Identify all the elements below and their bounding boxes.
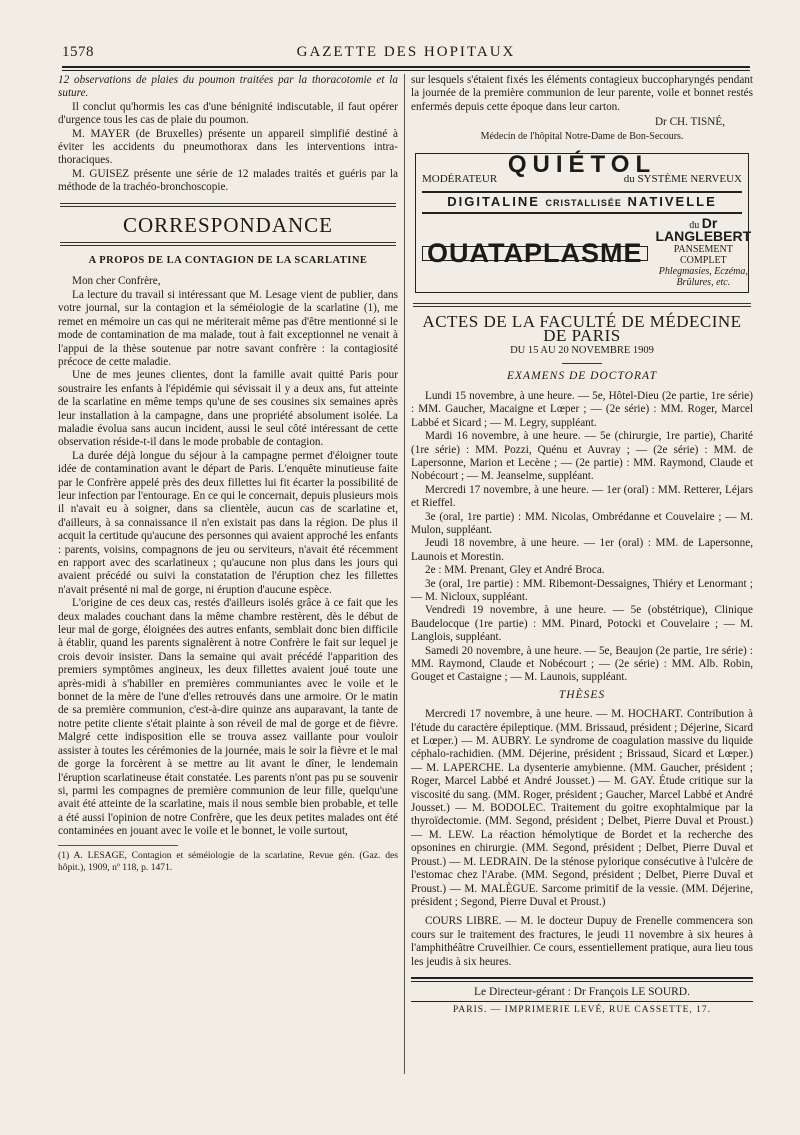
left-column: [58, 74, 398, 874]
right-column: [411, 74, 753, 1018]
faculty-section-date: DU 15 AU 20 NOVEMBRE 1909: [510, 345, 654, 357]
faculty-section-title: ACTES DE LA FACULTÉ DE MÉDECINE DE PARIS: [422, 312, 742, 345]
salutation: Mon cher Confrère,: [72, 275, 161, 288]
page-header: [62, 42, 750, 66]
ad-quietol-right: du SYSTÈME NERVEUX: [623, 173, 742, 186]
exam-entry: Samedi 20 novembre, à une heure. — 5e, Beaujon (2e partie, 1re série) : MM. Raymond, Claude et Nobécourt ; — (2e série) : MM. Alb. Robin, Gouget et Castaigne ; — M. Launois, suppléant.: [411, 644, 753, 684]
footnote: (1) A. LESAGE, Contagion et séméiologie de la scarlatine, Revue gén. (Gaz. des hôpit.), 1909, nº 118, p. 1471.: [58, 849, 398, 873]
cours-libre-paragraph: COURS LIBRE. — M. le docteur Dupuy de Frenelle commencera son cours sur le traitement des fractures, le jeudi 11 novembre à six heures à l'amphithéâtre Cruveilhier. Ce cours, essentiellement pratique, aura lieu tous les jeudis à six heures.: [411, 915, 753, 968]
intro-paragraph: 12 observations de plaies du poumon traitées par la thoracotomie et la suture.: [58, 74, 398, 100]
column-divider: [404, 74, 405, 1074]
article-paragraph: La lecture du travail si intéressant que M. Lesage vient de publier, dans votre journal, sur la contagion et la séméiologie de la scarlatine (1), me remet en mémoire un cas qui ne mériterait même pas d'être mentionné si le mode de contamination de ma malade, tout à fait exceptionnel ne venait à l'appui de la thèse soutenue par notre savant confrère : la contagiosité précoce de cette maladie.: [58, 288, 398, 368]
exam-entry: 3e (oral, 1re partie) : MM. Nicolas, Ombrédanne et Couvelaire ; — M. Mulon, suppléant.: [411, 510, 753, 536]
section-separator: [60, 242, 396, 246]
page-number: 1578: [62, 44, 94, 60]
advertisement-block: [415, 151, 752, 293]
exam-entry: Vendredi 19 novembre, à une heure. — 5e (obstétrique), Clinique Baudelocque (1re partie) : MM. Pinard, Potocki et Couvelaire ; — M. Langlois, suppléant.: [411, 604, 753, 644]
section-title: CORRESPONDANCE: [122, 212, 334, 237]
signature-title: Médecin de l'hôpital Notre-Dame de Bon-Secours.: [480, 130, 684, 142]
section-separator: [60, 203, 396, 207]
ad-ouataplasme-du: du: [689, 220, 700, 232]
exam-entry: Lundi 15 novembre, à une heure. — 5e, Hôtel-Dieu (2e partie, 1re série) : MM. Gaucher, Macaigne et Lœper ; — (2e série) : MM. Roger, Marcel Labbé et Sicard ; — M. Legry, suppléant.: [411, 389, 753, 429]
ad-digitaline-word1: DIGITALINE: [447, 193, 540, 209]
printer-line: PARIS. — IMPRIMERIE LEVÉ, RUE CASSETTE, 17.: [411, 1001, 753, 1017]
signature-name: Dr CH. TISNÉ,: [654, 116, 725, 129]
ad-digitaline-word2: CRISTALLISÉE: [545, 197, 622, 208]
header-rule: [62, 66, 750, 71]
ad-ouataplasme-name: OUATAPLASME: [422, 246, 648, 261]
ad-quietol-name: QUIÉTOL: [507, 151, 657, 179]
journal-title: GAZETTE DES HOPITAUX: [296, 44, 516, 60]
ad-digitaline: [422, 191, 742, 214]
exams-heading: EXAMENS DE DOCTORAT: [507, 370, 657, 383]
ad-ouataplasme-doctor: Dr LANGLEBERT: [655, 215, 752, 245]
exam-entry: Mardi 16 novembre, à une heure. — 5e (chirurgie, 1re partie), Charité (1re série) : MM. Pozzi, Quénu et Auvray ; — (2e série) : MM. de Lapersonne, Marion et Lecène ; — (2e partie) : MM. Raymond, Claude et Nobécourt ; — M. Jeanselme, suppléant.: [411, 430, 753, 483]
ad-ouataplasme-line1: PANSEMENT COMPLET: [673, 244, 733, 267]
intro-paragraph: M. GUISEZ présente une série de 12 malades traités et guéris par la méthode de la trachéo-bronchoscopie.: [58, 167, 398, 194]
ad-quietol-left: MODÉRATEUR: [422, 173, 498, 186]
exam-entry: Jeudi 18 novembre, à une heure. — 1er (oral) : MM. de Lapersonne, Launois et Morestin.: [411, 537, 753, 563]
theses-paragraph: Mercredi 17 novembre, à une heure. — M. HOCHART. Contribution à l'étude du caractère épileptique. (MM. Brissaud, président ; Déjerine, Sicard et Lœper.) — M. AUBRY. Le syndrome de coagulation massive du liquide céphalo-rachidien. (MM. Déjerine, président ; Brissaud, Sicard et Lœper.) — M. LAPERCHE. La dysenterie amybienne. (MM. Gaucher, président ; Roger, Marcel Labbé et André Jousset.) — M. GAY. Étude critique sur la viscosité du sang. (MM. Roger, président ; Gaucher, Marcel Labbé et André Jousset.) — M. BODOLEC. Traitement du goitre exophtalmique par la thyroïdectomie. (MM. Segond, président ; Delbet, Pierre Duval et Proust.) — M. LEW. La réaction hémolytique de Bordet et la recherche des opsonines en chirurgie. (MM. Segond, président ; Delbet, Pierre Duval et Proust.) — M. LEDRAIN. De la sténose pylorique consécutive à l'ulcère de l'estomac chez l'Arabe. (MM. Segond, président ; Delbet, Pierre Duval et Proust.) — M. MALÈGUE. Sarcome primitif de la vessie. (MM. Déjerine, président ; Segond, Pierre Duval et Proust.): [411, 708, 753, 908]
article-continuation: sur lesquels s'étaient fixés les éléments contagieux buccopharyngés pendant la journée de la première communion de leur parente, voile et bonnet restés enfermés depuis cette époque dans leur carton.: [411, 74, 753, 113]
exam-entry: 3e (oral, 1re partie) : MM. Ribemont-Dessaignes, Thiéry et Lenormant ; — M. Nicloux, suppléant.: [411, 577, 753, 603]
section-separator: [413, 303, 751, 307]
ad-ouataplasme-details: [655, 215, 752, 289]
ad-ouataplasme-line2: Phlegmasies, Eczéma, Brûlures, etc.: [658, 266, 748, 289]
exam-entry: 2e : MM. Prenant, Gley et André Broca.: [425, 564, 605, 577]
mini-rule: [562, 363, 602, 364]
article-paragraph: La durée déjà longue du séjour à la campagne permet d'éloigner toute idée de contamination avant le départ de Paris. L'enquête minutieuse faite par le Confrère appelé près des deux fillettes lui fit écarter la possibilité de leur infection par l'entourage. En ce qui le concernait, depuis plusieurs mois il n'avait eu à soigner, dans sa clientèle, aucun cas de scarlatine et, d'ailleurs, à sa connaissance il n'en existait pas dans la région. De plus il acquit la certitude qu'aucune des personnes qui avaient approché les enfants : parents, voisins, compagnons de jeu ou serviteurs, n'avait été récemment en rapport avec des scarlatineux ; qu'aucune non plus dans les jours qui avaient précédé ou suivi la constatation de l'éruption chez les fillettes n'avait présenté ni mal de gorge, ni éruption d'aucune espèce.: [58, 449, 398, 596]
theses-heading: THÈSES: [558, 688, 606, 701]
intro-paragraph: Il conclut qu'hormis les cas d'une bénignité indiscutable, il faut opérer d'urgence tous les cas de plaie du poumon.: [58, 100, 398, 127]
article-paragraph: Une de mes jeunes clientes, dont la famille avait quitté Paris pour soustraire les enfants à l'épidémie qui sévissait il y a deux ans, fut atteinte de la scarlatine en même temps qu'une de ses cousines six semaines après leur installation à la campagne, dans une propriété absolument isolée. La maladie évolua sans aucun incident, aussi le seul côté intéressant de cette observation réside-t-il dans le mode probable de contagion.: [58, 369, 398, 449]
director-line: Le Directeur-gérant : Dr François LE SOURD.: [474, 985, 690, 998]
intro-paragraph: M. MAYER (de Bruxelles) présente un appareil simplifié destiné à éviter les accidents du pneumothorax dans les interventions intra-thoraciques.: [58, 127, 398, 167]
exam-entry: Mercredi 17 novembre, à une heure. — 1er (oral) : MM. Retterer, Léjars et Rieffel.: [411, 483, 753, 510]
ad-ouataplasme: [422, 215, 752, 289]
footer-rule: [411, 977, 753, 982]
article-subtitle: A PROPOS DE LA CONTAGION DE LA SCARLATINE: [88, 255, 368, 267]
ad-digitaline-word3: NATIVELLE: [627, 193, 717, 209]
article-paragraph: L'origine de ces deux cas, restés d'ailleurs isolés grâce à ce fait que les deux malades couchant dans la même chambre restèrent, dès le début de leur mal de gorge, éloignées des autres enfants, semblait donc bien difficile à établir, quand les parents signalèrent à notre Confrère le fait sur lequel je crois devoir insister. Dans la semaine qui avait précédé l'apparition des premiers symptômes angineux, les deux fillettes avaient joué toute une après-midi à s'habiller en premières communiantes avec le voile et le bonnet de la mère de l'une d'elles retrouvés dans une armoire. Or le matin de sa première communion, c'est-à-dire quinze ans auparavant, la tante de notre petite cliente s'était plainte à son réveil de mal de gorge et de fièvre. Malgré cette indisposition elle se trouva assez vaillante pour vouloir assister à toutes les cérémonies de la journée, mais le soir la fièvre et le mal de gorge la forcèrent à se mettre au lit avant le dîner, le lendemain l'éruption scarlatineuse était constatée. Les parents n'ont pas pu se souvenir si, parmi les compagnes de première communion de leur fille, quelqu'une avait été atteinte de la scarlatine, mais il nous semble bien probable, et telle a été aussi l'opinion de notre Confrère, que les deux petites malades ont été contaminées en jouant avec le voile et le bonnet, le voile surtout,: [58, 597, 398, 838]
